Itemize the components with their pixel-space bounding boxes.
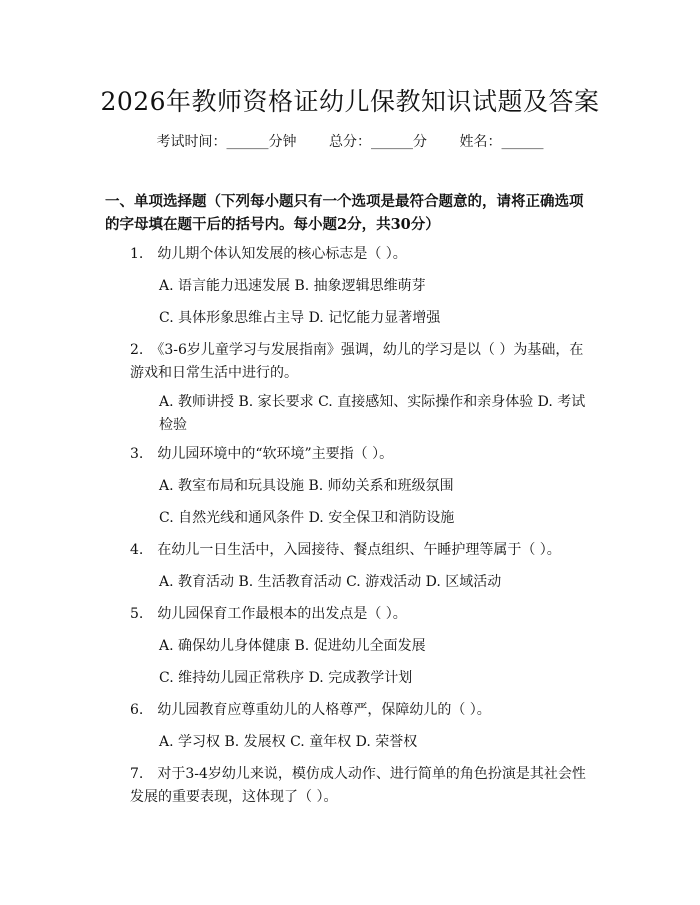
question-options: A. 学习权 B. 发展权 C. 童年权 D. 荣誉权	[159, 734, 418, 750]
exam-time-field: 考试时间：______分钟	[156, 134, 297, 150]
question-stem: 5. 幼儿园保育工作最根本的出发点是（ ）。	[130, 606, 407, 622]
question-1	[105, 243, 597, 266]
question-stem: 4. 在幼儿一日生活中，入园接待、餐点组织、午睡护理等属于（ ）。	[130, 542, 561, 558]
question-stem: 3. 幼儿园环境中的“软环境”主要指（ ）。	[130, 446, 394, 462]
question-options: A. 教室布局和玩具设施 B. 师幼关系和班级氛围	[159, 478, 454, 494]
question-options: A. 教育活动 B. 生活教育活动 C. 游戏活动 D. 区域活动	[159, 574, 502, 590]
question-4	[105, 539, 597, 562]
question-3-options-line-2	[105, 507, 597, 530]
question-5	[105, 603, 597, 626]
question-3	[105, 443, 597, 466]
question-5-options-line-2	[105, 667, 597, 690]
question-6	[105, 699, 597, 722]
question-5-options-line-1	[105, 635, 597, 658]
section-heading: 一、单项选择题（下列每小题只有一个选项是最符合题意的，请将正确选项的字母填在题干后的括号内。每小题2分，共30分）	[105, 193, 584, 233]
page-title: 2026年教师资格证幼儿保教知识试题及答案	[100, 87, 600, 116]
question-stem: 7. 对于3-4岁幼儿来说，模仿成人动作、进行简单的角色扮演是其社会性发展的重要表现，这体现了（ ）。	[130, 766, 586, 805]
question-options: A. 语言能力迅速发展 B. 抽象逻辑思维萌芽	[159, 278, 426, 294]
question-options: A. 确保幼儿身体健康 B. 促进幼儿全面发展	[159, 638, 426, 654]
question-options: A. 教师讲授 B. 家长要求 C. 直接感知、实际操作和亲身体验 D. 考试检验	[159, 394, 586, 433]
question-options: C. 具体形象思维占主导 D. 记忆能力显著增强	[159, 310, 441, 326]
question-3-options-line-1	[105, 475, 597, 498]
question-options: C. 自然光线和通风条件 D. 安全保卫和消防设施	[159, 510, 455, 526]
question-7	[105, 763, 597, 809]
question-2-options	[105, 391, 597, 437]
question-stem: 1. 幼儿期个体认知发展的核心标志是（ ）。	[130, 246, 407, 262]
question-1-options-line-1	[105, 275, 597, 298]
question-1-options-line-2	[105, 307, 597, 330]
question-4-options	[105, 571, 597, 594]
question-2	[105, 339, 597, 385]
question-stem: 2. 《3-6岁儿童学习与发展指南》强调，幼儿的学习是以（ ）为基础，在游戏和日常生活中进行的。	[130, 342, 584, 381]
exam-info	[0, 131, 700, 151]
student-name-field: 姓名：______	[459, 134, 544, 150]
question-stem: 6. 幼儿园教育应尊重幼儿的人格尊严，保障幼儿的（ ）。	[130, 702, 491, 718]
exam-score-field: 总分：______分	[329, 134, 427, 150]
question-6-options	[105, 731, 597, 754]
question-options: C. 维持幼儿园正常秩序 D. 完成教学计划	[159, 670, 413, 686]
